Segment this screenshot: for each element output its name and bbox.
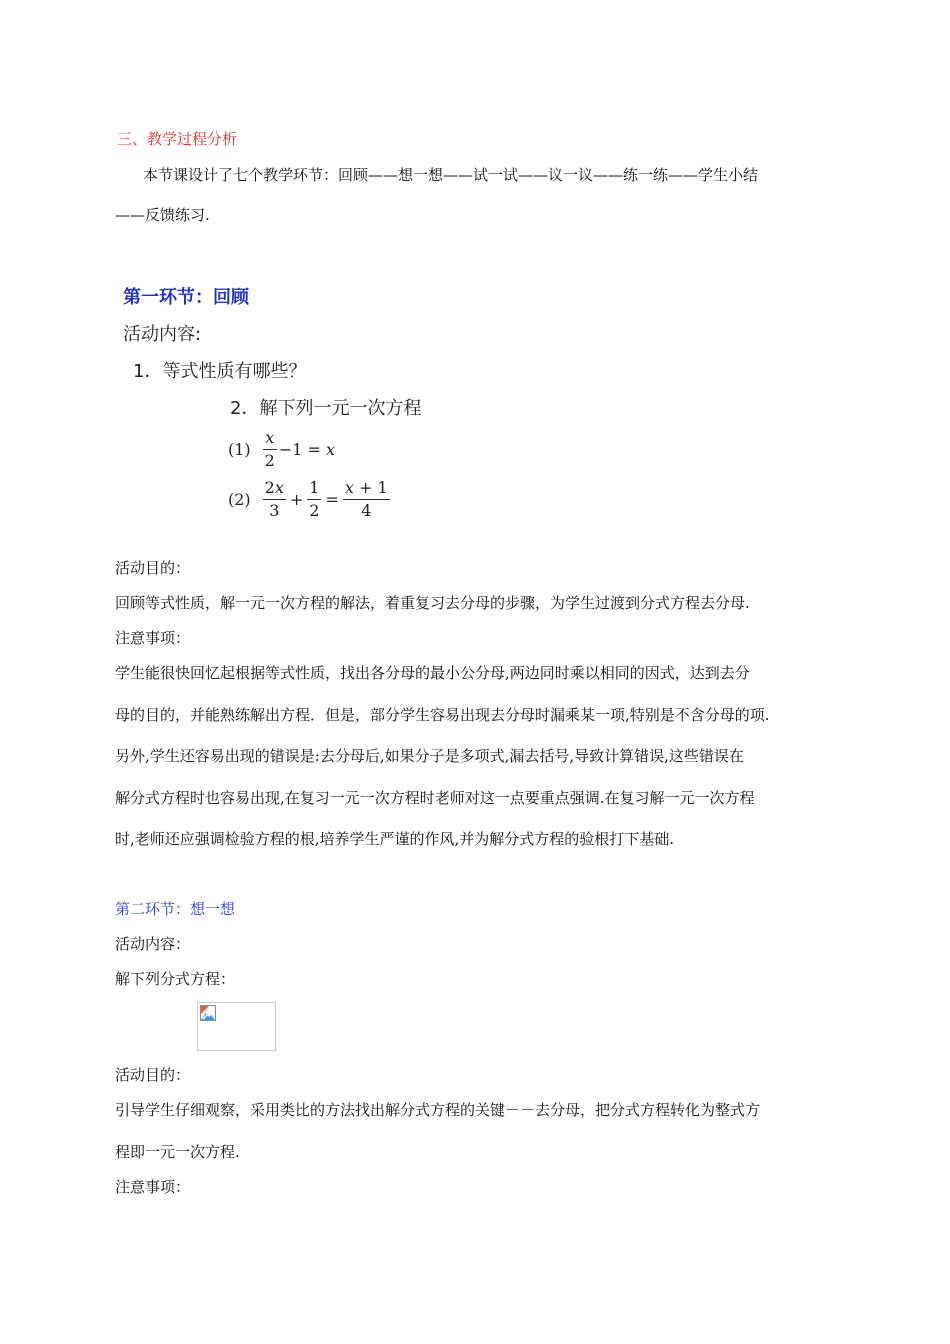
equation-1-label: (1) (228, 439, 251, 459)
intro-line-1: 本节课设计了七个教学环节：回顾——想一想——试一试——议一议——练一练——学生小结 (143, 166, 759, 184)
fraction-1-over-2: $\frac{1}{2}$ (309, 477, 320, 520)
stage1-notes-line: 母的目的，并能熟练解出方程．但是，部分学生容易出现去分母时漏乘某一项,特别是不含分母的项. (115, 706, 770, 724)
stage1-content-label: 活动内容: (123, 324, 202, 345)
stage2-title: 第二环节：想一想 (115, 900, 236, 918)
broken-image-icon (200, 1005, 216, 1021)
intro-line-2: ——反馈练习. (115, 206, 210, 224)
stage2-content-label: 活动内容： (115, 935, 191, 953)
stage1-purpose-text: 回顾等式性质，解一元一次方程的解法，着重复习去分母的步骤，为学生过渡到分式方程去分母. (115, 594, 750, 612)
stage2-purpose-line: 引导学生仔细观察，采用类比的方法找出解分式方程的关键－－去分母，把分式方程转化为整式方 (115, 1101, 761, 1119)
fraction-x-over-2: $\frac{x}{2}$ (264, 427, 275, 470)
stage2-purpose-label: 活动目的： (115, 1066, 191, 1084)
stage2-purpose-line: 程即一元一次方程. (115, 1143, 240, 1161)
stage1-question-1: 1．等式性质有哪些？ (133, 361, 307, 382)
stage1-notes-line: 另外,学生还容易出现的错误是:去分母后,如果分子是多项式,漏去括号,导致计算错误,这些错误在 (115, 747, 744, 765)
stage1-notes-line: 学生能很快回忆起根据等式性质，找出各分母的最小公分母,两边同时乘以相同的因式，达到去分 (115, 664, 750, 682)
fraction-x-plus-1-over-4: $\frac{x + 1}{4}$ (344, 477, 388, 520)
section-title: 三、教学过程分析 (117, 130, 238, 148)
equation-2: (2) $\frac{2x}{3}$ + $\frac{1}{2}$ = $\frac{x + 1}{4}$ (228, 477, 388, 520)
stage1-title: 第一环节：回顾 (123, 287, 249, 308)
stage2-notes-label: 注意事项： (115, 1178, 191, 1196)
stage2-task: 解下列分式方程： (115, 970, 236, 988)
stage1-notes-line: 时,老师还应强调检验方程的根,培养学生严谨的作风,并为解分式方程的验根打下基础. (115, 830, 675, 848)
equation-2-label: (2) (228, 489, 251, 509)
fraction-2x-over-3: $\frac{2x}{3}$ (264, 477, 284, 520)
equation-1: (1) $\frac{x}{2}$ −1 = x (228, 427, 336, 470)
stage1-purpose-label: 活动目的： (115, 559, 191, 577)
broken-image-placeholder (197, 1002, 276, 1051)
stage1-notes-line: 解分式方程时也容易出现,在复习一元一次方程时老师对这一点要重点强调.在复习解一元一次方程 (115, 789, 755, 807)
stage1-notes-label: 注意事项： (115, 629, 191, 647)
stage1-question-2: 2．解下列一元一次方程 (230, 398, 422, 419)
